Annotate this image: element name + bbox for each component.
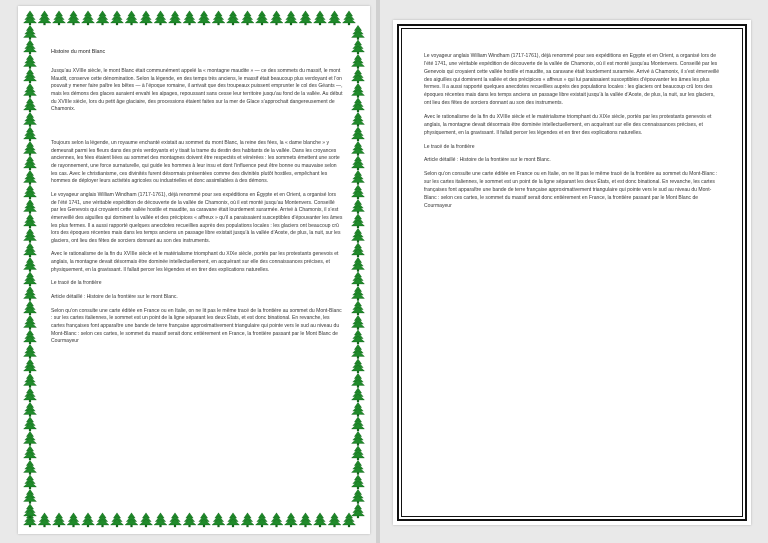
pine-tree-icon xyxy=(352,40,365,54)
pine-tree-icon xyxy=(96,513,109,527)
article-link-note: Article détaillé : Histoire de la frontière sur le mont Blanc. xyxy=(424,157,551,164)
pine-tree-icon xyxy=(24,359,37,373)
pine-tree-icon xyxy=(285,513,298,527)
pine-tree-icon xyxy=(53,11,66,25)
pine-tree-icon xyxy=(67,11,80,25)
pine-tree-icon xyxy=(24,228,37,242)
pine-tree-icon xyxy=(24,98,37,112)
pine-tree-icon xyxy=(154,11,167,25)
pine-tree-icon xyxy=(169,11,182,25)
pine-tree-icon xyxy=(53,513,66,527)
pine-tree-icon xyxy=(285,11,298,25)
pine-tree-icon xyxy=(24,272,37,286)
pine-tree-icon xyxy=(24,214,37,228)
pine-tree-icon xyxy=(24,330,37,344)
pine-tree-icon xyxy=(24,475,37,489)
pine-tree-icon xyxy=(140,11,153,25)
pine-tree-icon xyxy=(227,513,240,527)
pine-tree-icon xyxy=(183,513,196,527)
pine-tree-icon xyxy=(352,257,365,271)
pine-tree-icon xyxy=(241,513,254,527)
pine-tree-icon xyxy=(125,11,138,25)
pine-tree-icon xyxy=(24,344,37,358)
pine-tree-icon xyxy=(256,513,269,527)
pine-tree-icon xyxy=(227,11,240,25)
paragraph: Selon qu’on consulte une carte éditée en France ou en Italie, on ne lit pas le même tracé de la frontière au sommet du Mont-Blanc : sur les cartes italiennes, le sommet est un point de la ligne séparant les deux États, et est donc binational. En revanche, les cartes françaises font apparaître une bande de terre française approximativement triangulaire qui pointe vers le sud au niveau du Mont-Blanc : selon ces cartes, le sommet du massif serait donc entièrement en France, la frontière passant par le Mont Blanc de Courmayeur xyxy=(424,171,718,209)
document-page-1[interactable] xyxy=(18,6,370,534)
pine-tree-icon xyxy=(24,446,37,460)
pine-tree-icon xyxy=(352,388,365,402)
pine-tree-icon xyxy=(24,170,37,184)
pine-tree-icon xyxy=(198,513,211,527)
pine-tree-icon xyxy=(352,69,365,83)
pine-tree-icon xyxy=(314,513,327,527)
pine-tree-icon xyxy=(140,513,153,527)
pine-tree-icon xyxy=(111,513,124,527)
page-divider xyxy=(376,0,380,543)
pine-tree-icon xyxy=(154,513,167,527)
pine-tree-icon xyxy=(24,243,37,257)
page-2-body[interactable] xyxy=(424,53,722,493)
pine-tree-icon xyxy=(125,513,138,527)
paragraph: Le voyageur anglais William Windham (1717-1761), déjà renommé pour ses expéditions en Égypte et en Orient, a organisé lors de l’été 1741, une véritable expédition de découverte de la vallée de Chamonix, où il est monté jusqu’au Montenvers. Conseillé par les Genevois qui croyaient cette vallée hostile et maudite, sa caravane était lourdement surarmée. Arrivé à Chamonix, il s’est émerveillé des aiguilles qui dominent la vallée et des précipices « affreux » qu’il a paraissaient susceptibles d’épouvanter les âmes les plus fermes. Il a aussi rapporté quelques anecdotes recueillies auprès des populations locales : les glaciers ont beaucoup crû lors des époques récentes mais dans les temps anciens un passage libre existait jusqu’à la vallée d’Aoste, de plus, la nuit, sur les glaciers, ont lieu des fêtes de sorciers donnant au son des instruments. xyxy=(51,191,343,244)
pine-tree-icon xyxy=(352,141,365,155)
pine-tree-icon xyxy=(352,431,365,445)
pine-tree-icon xyxy=(24,54,37,68)
pine-tree-icon xyxy=(352,402,365,416)
document-page-2[interactable] xyxy=(393,20,751,525)
pine-tree-icon xyxy=(24,11,37,25)
pine-tree-icon xyxy=(24,373,37,387)
pine-tree-icon xyxy=(24,315,37,329)
pine-tree-icon xyxy=(352,228,365,242)
pine-tree-icon xyxy=(24,431,37,445)
pine-tree-icon xyxy=(24,402,37,416)
pine-tree-icon xyxy=(352,359,365,373)
paragraph: Selon qu’on consulte une carte éditée en France ou en Italie, on ne lit pas le même tracé de la frontière au sommet du Mont-Blanc : sur les cartes italiennes, le sommet est un point de la ligne séparant les deux États, et est donc binational. En revanche, les cartes françaises font apparaître une bande de terre française approximativement triangulaire qui pointe vers le sud au niveau du Mont-Blanc : selon ces cartes, le sommet du massif serait donc entièrement en France, la frontière passant par le Mont Blanc de Courmayeur xyxy=(51,307,342,345)
pine-tree-icon xyxy=(24,69,37,83)
pine-tree-icon xyxy=(82,513,95,527)
pine-tree-icon xyxy=(96,11,109,25)
pine-tree-icon xyxy=(241,11,254,25)
pine-tree-icon xyxy=(352,214,365,228)
pine-tree-icon xyxy=(352,344,365,358)
pine-tree-icon xyxy=(183,11,196,25)
pine-tree-icon xyxy=(212,513,225,527)
pine-tree-icon xyxy=(352,98,365,112)
pine-tree-icon xyxy=(352,156,365,170)
pine-tree-icon xyxy=(24,199,37,213)
pine-tree-icon xyxy=(314,11,327,25)
pine-tree-icon xyxy=(24,185,37,199)
pine-tree-icon xyxy=(343,11,356,25)
pine-tree-icon xyxy=(38,513,51,527)
pine-tree-icon xyxy=(24,40,37,54)
pine-tree-icon xyxy=(352,489,365,503)
pine-tree-icon xyxy=(352,272,365,286)
pine-tree-icon xyxy=(299,11,312,25)
paragraph: Avec le rationalisme de la fin du XVIIIe siècle et le matérialisme triomphant du XIXe siècle, portés par les protestants genevois et anglais, la montagne devait désormais être dominée intellectuellement, en acquérant sur elle des connaissances précises, et physiquement, en la gravissant. Il fallait percer les légendes et en tirer des explications naturelles. xyxy=(424,114,712,136)
pine-tree-icon xyxy=(352,286,365,300)
pine-tree-icon xyxy=(328,513,341,527)
pine-tree-icon xyxy=(328,11,341,25)
paragraph: Avec le rationalisme de la fin du XVIIIe siècle et le matérialisme triomphant du XIXe siècle, portés par les protestants genevois et anglais, la montagne devait désormais être dominée intellectuellement, en acquérant sur elle des connaissances précises, et physiquement, en la gravissant. Il fallait percer les légendes et en tirer des explications naturelles. xyxy=(51,251,339,273)
pine-tree-icon xyxy=(352,54,365,68)
pine-tree-icon xyxy=(24,388,37,402)
section-heading: Le tracé de la frontière xyxy=(51,280,102,287)
pine-tree-icon xyxy=(24,301,37,315)
paragraph: Toujours selon la légende, un royaume enchanté existait au sommet du mont Blanc, la reine des fées, la « dame blanche » y demeurait parmi les fleurs dans des prés verdoyants et y tisait la trame du destin des habitants de la vallée. Dans les croyances anciennes, les fées étaient liées au sommet des montagnes doivent être respectés et vénérées : les sommets émettent une sorte de rayonnement, une force surnaturelle, qui guide les hommes à leur insu et dont l’influence peut être bonne ou mauvaise selon les cas. Avec le christianisme, ces divinités furent désormais présentées comme des divinités plutôt hostiles, empêchant les hommes de déployer leurs activités agricoles ou industrielles et donc assimilables à des démons. xyxy=(51,139,340,185)
paragraph: Jusqu’au XVIIIe siècle, le mont Blanc était communément appelé la « montagne maudite » — ce des sommets du massif, le mont Maudit, conserve cette dénomination. Selon la légende, en des temps très anciens, le massif était beaucoup plus verdoyant et l’on pouvait y mener faire paître les bêtes — à l’époque romaine, il arrivait que des troupeaux puissent emprunter le col des Géants —, mais les démons des glaces auraient envahi les alpages, repoussant sans cesse leur territoire jusqu’au fond de la vallée. Au début du XVIIIe siècle, lors du petit âge glaciaire, des processions étaient faites sur la mer de Glace s’approchait dangereusement de Chamonix. xyxy=(51,68,343,113)
pine-tree-icon xyxy=(352,315,365,329)
section-heading: Le tracé de la frontière xyxy=(424,143,475,150)
pine-tree-icon xyxy=(24,460,37,474)
document-title: Histoire du mont Blanc xyxy=(51,49,106,55)
pine-tree-icon xyxy=(24,83,37,97)
page-1-body[interactable] xyxy=(51,49,343,499)
pine-tree-icon xyxy=(111,11,124,25)
pine-tree-icon xyxy=(24,112,37,126)
pine-tree-icon xyxy=(352,301,365,315)
pine-tree-icon xyxy=(352,25,365,39)
pine-tree-icon xyxy=(352,373,365,387)
pine-tree-icon xyxy=(352,504,365,518)
pine-tree-icon xyxy=(24,417,37,431)
pine-tree-icon xyxy=(24,156,37,170)
pine-tree-icon xyxy=(352,475,365,489)
pine-tree-icon xyxy=(67,513,80,527)
pine-tree-icon xyxy=(352,460,365,474)
pine-tree-icon xyxy=(270,11,283,25)
pine-tree-icon xyxy=(352,185,365,199)
pine-tree-icon xyxy=(352,446,365,460)
pine-tree-icon xyxy=(24,141,37,155)
pine-tree-icon xyxy=(24,25,37,39)
pine-tree-icon xyxy=(24,504,37,518)
pine-tree-icon xyxy=(352,83,365,97)
pine-tree-icon xyxy=(352,199,365,213)
pine-tree-icon xyxy=(352,127,365,141)
pine-tree-icon xyxy=(270,513,283,527)
pine-tree-icon xyxy=(82,11,95,25)
pine-tree-icon xyxy=(352,112,365,126)
paragraph: Le voyageur anglais William Windham (1717-1761), déjà renommé pour ses expéditions en Égypte et en Orient, a organisé lors de l’été 1741, une véritable expédition de découverte de la vallée de Chamonix, où il est monté jusqu’au Montenvers. Conseillé par les Genevois qui croyaient cette vallée hostile et maudite, sa caravane était lourdement surarmée. Arrivé à Chamonix, il s’est émerveillé des aiguilles qui dominent la vallée et des précipices « affreux » qui lui paraissaient susceptibles d’épouvanter les âmes les plus fermes. Il a aussi rapporté quelques anecdotes recueillies auprès des populations locales : les glaciers ont beaucoup crû lors des époques récentes mais dans les temps anciens un passage libre existait jusqu’à la vallée d’Aoste, de plus, la nuit, sur les glaciers, ont lieu des fêtes de sorciers donnant au son des instruments. xyxy=(424,53,720,107)
pine-tree-icon xyxy=(24,489,37,503)
pine-tree-icon xyxy=(212,11,225,25)
article-link-note: Article détaillé : Histoire de la frontière sur le mont Blanc. xyxy=(51,294,178,301)
pine-tree-icon xyxy=(24,286,37,300)
pine-tree-icon xyxy=(256,11,269,25)
pine-tree-icon xyxy=(24,257,37,271)
pine-tree-icon xyxy=(352,330,365,344)
pine-tree-icon xyxy=(24,127,37,141)
pine-tree-icon xyxy=(352,417,365,431)
pine-tree-icon xyxy=(38,11,51,25)
pine-tree-icon xyxy=(169,513,182,527)
pine-tree-icon xyxy=(198,11,211,25)
pine-tree-icon xyxy=(352,243,365,257)
pine-tree-icon xyxy=(352,170,365,184)
pine-tree-icon xyxy=(299,513,312,527)
